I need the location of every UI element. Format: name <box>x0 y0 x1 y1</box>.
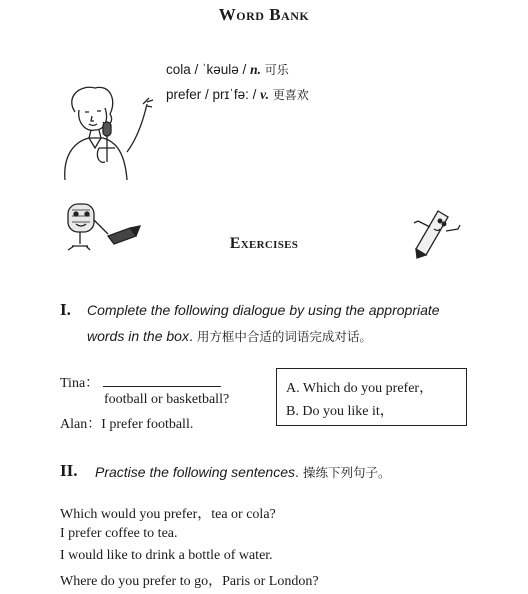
word-bank-title: Word Bank <box>218 5 310 24</box>
part-of-speech: n. <box>250 62 261 77</box>
phonetic: / prɪˈfə: / <box>205 87 257 102</box>
section-1-numeral: I. <box>60 300 71 319</box>
instruction-zh: . 用方框中合适的词语完成对话。 <box>188 329 372 344</box>
practice-sentence: Which would you prefer，tea or cola? <box>60 507 276 522</box>
section-2-instruction <box>95 463 390 481</box>
meaning: 更喜欢 <box>272 88 309 102</box>
exercises-title: Exercises <box>229 235 299 252</box>
part-of-speech: v. <box>260 87 270 102</box>
section-2-numeral: II. <box>60 461 78 480</box>
woman-at-microphone-illustration <box>55 82 160 182</box>
option-b: B. Do you like it， <box>286 404 394 419</box>
meaning: 可乐 <box>264 63 289 77</box>
option-a: A. Which do you prefer， <box>286 381 434 396</box>
dialogue-line-alan: Alan：I prefer football. <box>60 417 194 432</box>
speaker-tina: Tina： <box>60 376 100 391</box>
word-bank-entry-cola <box>166 61 289 78</box>
practice-sentence: I prefer coffee to tea. <box>60 526 178 541</box>
instruction-en: words in the box <box>87 328 189 344</box>
phonetic: / ˈkəulə / <box>194 62 247 77</box>
dialogue-line-tina <box>60 372 221 392</box>
section-1-instruction-line1: Complete the following dialogue by using the appropriate <box>87 302 440 318</box>
word: prefer <box>166 87 202 102</box>
word-bank-entry-prefer <box>166 86 309 103</box>
word: cola <box>166 62 191 77</box>
instruction-en: Practise the following sentences <box>95 464 295 480</box>
section-1-instruction-line2 <box>87 327 372 345</box>
practice-sentence: I would like to drink a bottle of water. <box>60 548 273 563</box>
answer-blank[interactable] <box>103 374 221 387</box>
dialogue-line-tina-cont: football or basketball? <box>104 392 230 407</box>
options-box <box>276 368 467 426</box>
practice-sentence: Where do you prefer to go，Paris or London? <box>60 574 319 589</box>
instruction-zh: . 操练下列句子。 <box>295 465 391 480</box>
